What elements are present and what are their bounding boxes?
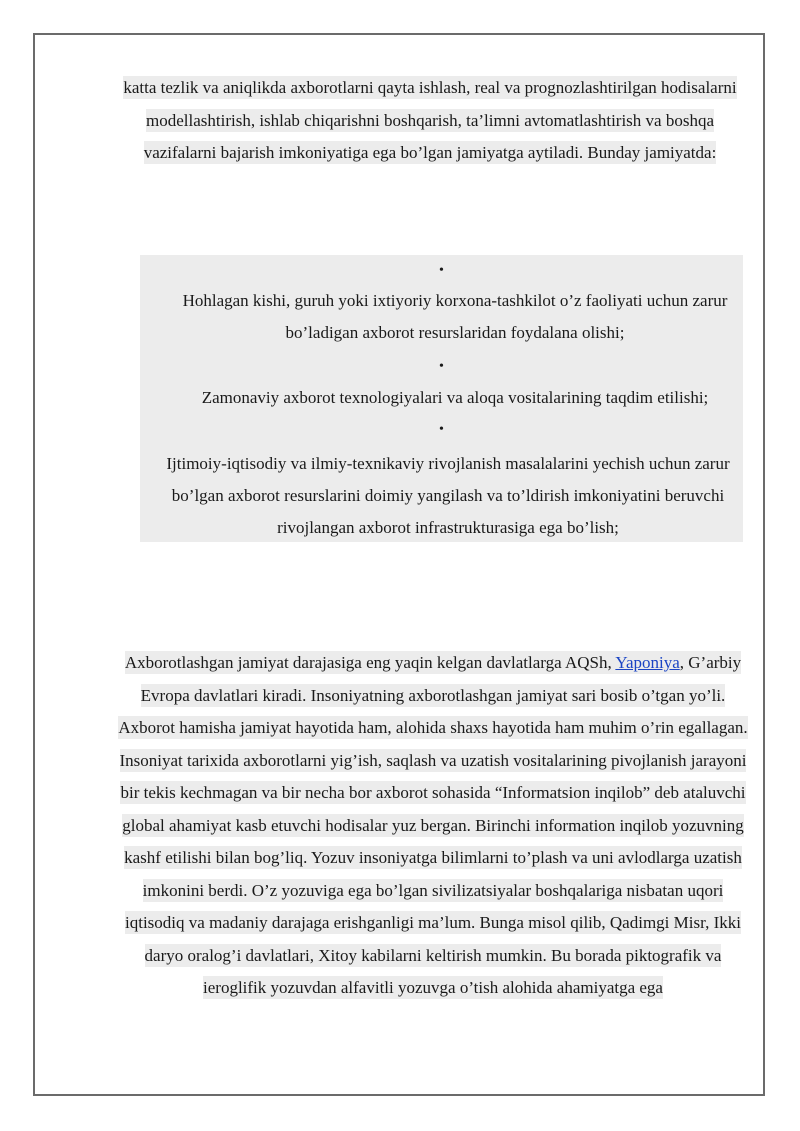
bullet-list (140, 255, 743, 542)
list-item: Zamonaviy axborot texnologiyalari va aloqa vositalarining taqdim etilishi; (201, 388, 709, 407)
yaponiya-link[interactable]: Yaponiya (615, 653, 680, 672)
bullet-marker: • (439, 359, 444, 374)
bullet-marker: • (439, 263, 444, 278)
intro-text: katta tezlik va aniqlikda axborotlarni qayta ishlash, real va prognozlashtirilgan hodisalarni modellashtirish, ishlab chiqarishni boshqarish, ta’limni avtomatlashtirish va boshqa vazifalarni bajarish imkoniyatiga ega bo’lgan jamiyatga aytiladi. Bunday jamiyatda: (123, 78, 737, 162)
main-text-start: Axborotlashgan jamiyat darajasiga eng yaqin kelgan davlatlarga AQSh, (124, 653, 616, 672)
main-paragraph (113, 647, 753, 1005)
list-item: Hohlagan kishi, guruh yoki ixtiyoriy korxona-tashkilot o’z faoliyati uchun zarur bo’ladigan axborot resurslaridan foydalana olishi; (182, 291, 728, 342)
main-text-rest: , G’arbiy Evropa davlatlari kiradi. Insoniyatning axborotlashgan jamiyat sari bosib o’tgan yo’li. Axborot hamisha jamiyat hayotida ham, alohida shaxs hayotida ham muhim o’rin egallagan. Insoniyat tarixida axborotlarni yig’ish, saqlash va uzatish vositalarining pivojlanish jarayoni bir tekis kechmagan va bir necha bor axborot sohasida “Informatsion inqilob” deb ataluvchi global ahamiyat kasb etuvchi hodisalar yuz bergan. Birinchi information inqilob yozuvning kashf etilishi bilan bog’liq. Yozuv insoniyatga bilimlarni to’plash va uni avlodlarga uzatish imkonini berdi. O’z yozuviga ega bo’lgan sivilizatsiyalar boshqalariga nisbatan uqori iqtisodiq va madaniy darajaga erishganligi ma’lum. Bunga misol qilib, Qadimgi Misr, Ikki daryo oralog’i davlatlari, Xitoy kabilarni keltirish mumkin. Bu borada piktografik va ieroglifik yozuvdan alfavitli yozuvga o’tish alohida ahamiyatga ega (118, 653, 748, 997)
intro-paragraph (120, 72, 740, 170)
bullet-marker: • (439, 422, 444, 437)
list-item: Ijtimoiy-iqtisodiy va ilmiy-texnikaviy rivojlanish masalalarini yechish uchun zarur bo’lgan axborot resurslarini doimiy yangilash va to’ldirish imkoniyatini beruvchi rivojlangan axborot infrastrukturasiga ega bo’lish; (166, 454, 730, 537)
